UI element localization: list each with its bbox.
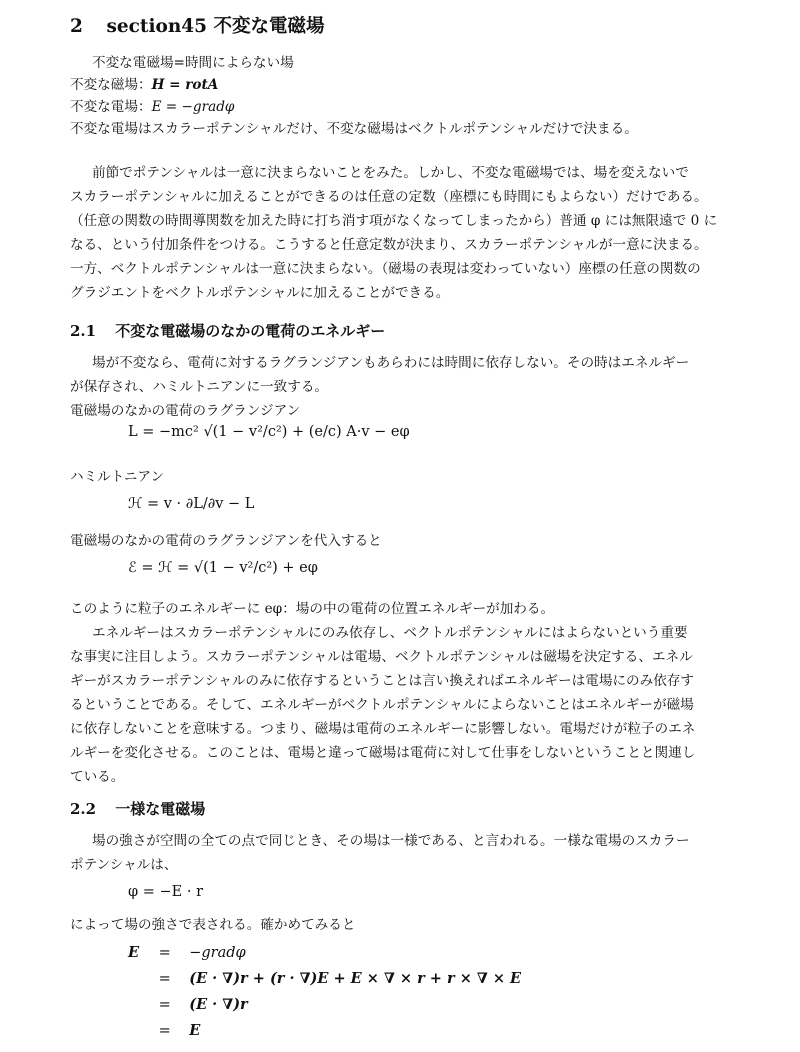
equation-lagrangian: L = −mc² √(1 − v²/c²) + (e/c) A·v − eφ bbox=[128, 424, 410, 440]
equation-hamiltonian: ℋ = v · ∂L/∂v − L bbox=[128, 496, 255, 512]
equation-energy: ℰ = ℋ = √(1 − v²/c²) + eφ bbox=[128, 560, 318, 576]
derivation-rhs: −gradφ bbox=[189, 945, 246, 961]
derivation-rhs: E bbox=[189, 1022, 201, 1039]
para1-line-5: 一方、ベクトルポテンシャルは一意に決まらない。（磁場の表現は変わっていない）座標の任意の関数の bbox=[70, 261, 701, 277]
para1-line-3: （任意の関数の時間導関数を加えた時に打ち消す項がなくなってしまったから）普通 φ には無限遠で 0 に bbox=[70, 213, 718, 229]
subsection-number: 2.2 bbox=[70, 800, 97, 818]
subsection-title: 一様な電磁場 bbox=[115, 800, 206, 818]
sub1-para-line-2: な事実に注目しよう。スカラーポテンシャルは電場、ベクトルポテンシャルは磁場を決定する、エネル bbox=[70, 649, 693, 665]
intro-line-2 bbox=[70, 74, 740, 96]
label-hamiltonian: ハミルトニアン bbox=[70, 469, 165, 485]
sub1-para-line-7: ている。 bbox=[70, 769, 125, 785]
section-title: section45 不変な電磁場 bbox=[106, 16, 325, 37]
sub2-line-1: 場の強さが空間の全ての点で同じとき、その場は一様である、と言われる。一様な電場のスカラー bbox=[92, 833, 690, 849]
subsection-heading-2-1 bbox=[70, 320, 740, 342]
sub1-line-1: 場が不変なら、電荷に対するラグランジアンもあらわには時間に依存しない。その時はエネルギー bbox=[92, 355, 690, 371]
equation-uniform-potential: φ = −E · r bbox=[128, 884, 204, 900]
sub1-para-line-6: ルギーを変化させる。このことは、電場と違って磁場は電荷に対して仕事をしないということと関連し bbox=[70, 745, 696, 761]
para1-line-2: スカラーポテンシャルに加えることができるのは任意の定数（座標にも時間にもよらない）だけである。 bbox=[70, 189, 708, 205]
derivation-aligned bbox=[128, 944, 521, 1048]
sub1-para-line-4: るということである。そして、エネルギーがベクトルポテンシャルによらないことはエネルギーが磁場 bbox=[70, 697, 694, 713]
para1-line-1: 前節でポテンシャルは一意に決まらないことをみた。しかし、不変な電磁場では、場を変えないで bbox=[92, 165, 689, 181]
line-potential-energy: このように粒子のエネルギーに eφ：場の中の電荷の位置エネルギーが加わる。 bbox=[70, 601, 555, 617]
intro-label-magnetic: 不変な磁場： bbox=[70, 77, 152, 93]
label-substitute: 電磁場のなかの電荷のラグランジアンを代入すると bbox=[70, 533, 382, 549]
subsection-number: 2.1 bbox=[70, 322, 97, 340]
intro-line-3 bbox=[70, 96, 740, 118]
intro-line-1: 不変な電磁場=時間によらない場 bbox=[92, 55, 294, 71]
sub1-para-line-5: に依存しないことを意味する。つまり、磁場は電荷のエネルギーに影響しない。電場だけが粒子のエネ bbox=[70, 721, 696, 737]
intro-label-electric: 不変な電場： bbox=[70, 99, 152, 115]
derivation-relation: = bbox=[158, 945, 171, 961]
intro-line-4: 不変な電場はスカラーポテンシャルだけ、不変な磁場はベクトルポテンシャルだけで決まる。 bbox=[70, 121, 638, 137]
eq-magnetic-field: H = rotA bbox=[151, 77, 219, 93]
subsection-heading-2-2 bbox=[70, 798, 740, 820]
sub1-line-2: が保存され、ハミルトニアンに一致する。 bbox=[70, 379, 329, 395]
derivation-relation: = bbox=[158, 997, 171, 1013]
derivation-rhs: (E · ∇)r bbox=[189, 996, 248, 1013]
derivation-lhs: E bbox=[128, 944, 140, 961]
derivation-row bbox=[128, 970, 521, 996]
para1-line-4: なる、という付加条件をつける。こうすると任意定数が決まり、スカラーポテンシャルが一意に決まる。 bbox=[70, 237, 708, 253]
section-number: 2 bbox=[70, 16, 83, 37]
derivation-row bbox=[128, 944, 521, 970]
derivation-relation: = bbox=[158, 971, 171, 987]
sub1-para-line-1: エネルギーはスカラーポテンシャルにのみ依存し、ベクトルポテンシャルにはよらないという重要 bbox=[92, 625, 688, 641]
section-heading bbox=[70, 14, 740, 40]
derivation-row bbox=[128, 996, 521, 1022]
sub2-line-3: によって場の強さで表される。確かめてみると bbox=[70, 917, 356, 933]
para1-line-6: グラジエントをベクトルポテンシャルに加えることができる。 bbox=[70, 285, 450, 301]
sub1-para-line-3: ギーがスカラーポテンシャルのみに依存するということは言い換えればエネルギーは電場にのみ依存す bbox=[70, 673, 695, 689]
subsection-title: 不変な電磁場のなかの電荷のエネルギー bbox=[115, 322, 386, 340]
sub1-line-3: 電磁場のなかの電荷のラグランジアン bbox=[70, 403, 301, 419]
eq-electric-field: E = −gradφ bbox=[151, 99, 235, 115]
derivation-row bbox=[128, 1022, 521, 1048]
derivation-rhs: (E · ∇)r + (r · ∇)E + E × ∇ × r + r × ∇ × E bbox=[189, 970, 522, 987]
derivation-relation: = bbox=[158, 1023, 171, 1039]
sub2-line-2: ポテンシャルは、 bbox=[70, 857, 178, 873]
